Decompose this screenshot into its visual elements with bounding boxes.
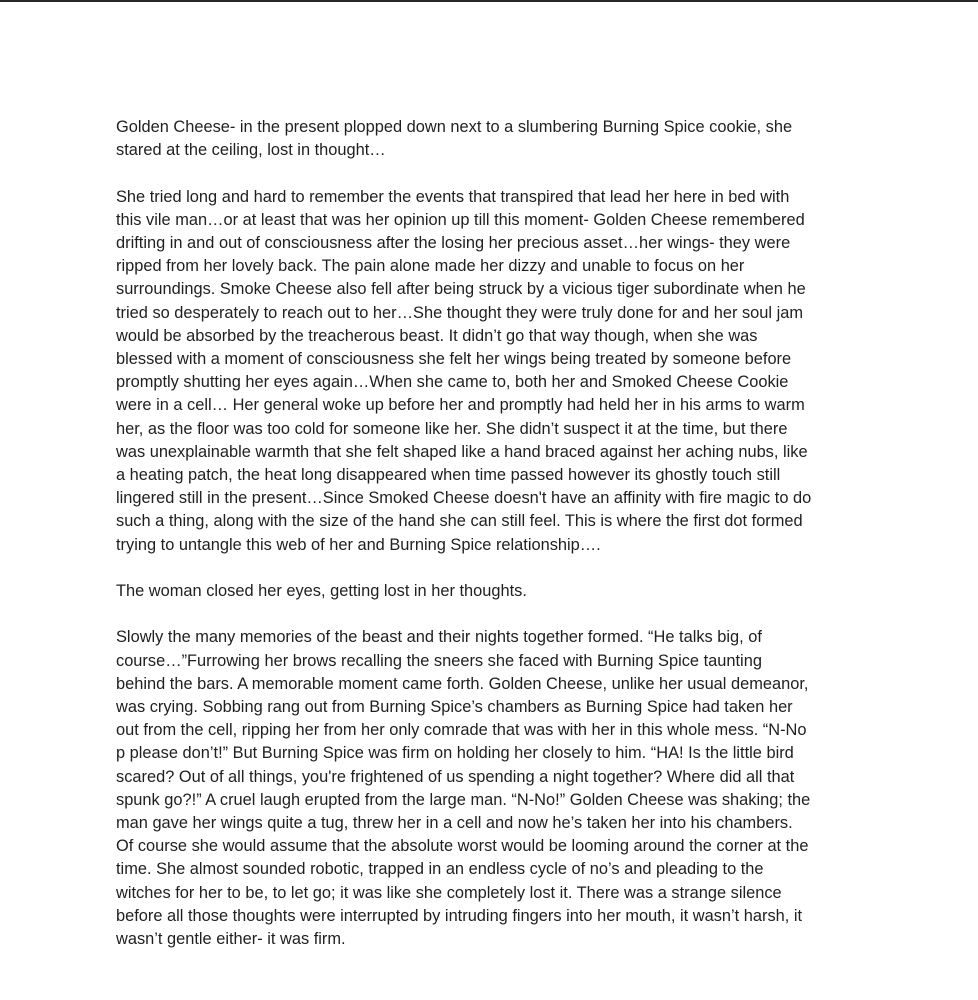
paragraph-3 (116, 580, 876, 603)
text-line: Slowly the many memories of the beast and their nights together formed. “He talks big, of (116, 628, 762, 647)
text-line: tried so desperately to reach out to her…She thought they were truly done for and her soul jam (116, 303, 803, 322)
text-line: blessed with a moment of consciousness she felt her wings being treated by someone before (116, 350, 792, 369)
text-line: trying to untangle this web of her and Burning Spice relationship…. (116, 535, 601, 554)
text-line: p please don’t!” But Burning Spice was firm on holding her closely to him. “HA! Is the little bird (116, 744, 794, 763)
text-line: ripped from her lovely back. The pain alone made her dizzy and unable to focus on her (116, 257, 745, 276)
text-line: scared? Out of all things, you're frightened of us spending a night together? Where did all that (116, 767, 795, 786)
text-line: such a thing, along with the size of the hand she can still feel. This is where the first dot formed (116, 512, 803, 531)
text-line: her, as the floor was too cold for someone like her. She didn’t suspect it at the time, but there (116, 419, 788, 438)
text-line: this vile man…or at least that was her opinion up till this moment- Golden Cheese remembered (116, 210, 805, 229)
paragraph-4 (116, 626, 876, 951)
text-line: wasn’t gentle either- it was firm. (116, 930, 346, 949)
text-line: man gave her wings quite a tug, threw her in a cell and now he’s taken her into his chambers. (116, 814, 793, 833)
text-line: course…”Furrowing her brows recalling the sneers she faced with Burning Spice taunting (116, 651, 762, 670)
text-line: spunk go?!” A cruel laugh erupted from the large man. “N-No!” Golden Cheese was shaking; the (116, 790, 811, 809)
paragraph-2 (116, 186, 876, 557)
text-line: witches for her to be, to let go; it was like she completely lost it. There was a strange silence (116, 883, 782, 902)
text-line: The woman closed her eyes, getting lost in her thoughts. (116, 582, 527, 601)
text-line: She tried long and hard to remember the events that transpired that lead her here in bed with (116, 187, 790, 206)
text-line: out from the cell, ripping her from her only comrade that was with her in this whole mess. “N-No (116, 721, 807, 740)
text-line: were in a cell… Her general woke up before her and promptly had held her in his arms to warm (116, 396, 805, 415)
text-line: was crying. Sobbing rang out from Burning Spice’s chambers as Burning Spice had taken her (116, 698, 793, 717)
text-line: surroundings. Smoke Cheese also fell after being struck by a vicious tiger subordinate when he (116, 280, 806, 299)
text-line: stared at the ceiling, lost in thought… (116, 141, 386, 160)
text-line: before all those thoughts were interrupted by intruding fingers into her mouth, it wasn’t harsh, it (116, 906, 803, 925)
text-line: time. She almost sounded robotic, trapped in an endless cycle of no’s and pleading to the (116, 860, 764, 879)
text-line: promptly shutting her eyes again…When she came to, both her and Smoked Cheese Cookie (116, 373, 789, 392)
top-border (0, 0, 978, 2)
text-line: Of course she would assume that the absolute worst would be looming around the corner at the (116, 837, 809, 856)
text-line: would be absorbed by the treacherous beast. It didn’t go that way though, when she was (116, 326, 758, 345)
document-body (116, 116, 876, 974)
text-line: behind the bars. A memorable moment came forth. Golden Cheese, unlike her usual demeanor, (116, 674, 809, 693)
text-line: a heating patch, the heat long disappeared when time passed however its ghostly touch still (116, 466, 781, 485)
text-line: lingered still in the present…Since Smoked Cheese doesn't have an affinity with fire magic to do (116, 489, 812, 508)
text-line: was unexplainable warmth that she felt shaped like a hand braced against her aching nubs, like (116, 442, 808, 461)
text-line: Golden Cheese- in the present plopped down next to a slumbering Burning Spice cookie, she (116, 118, 793, 136)
paragraph-1 (116, 116, 876, 162)
text-line: drifting in and out of consciousness after the losing her precious asset…her wings- they were (116, 234, 791, 252)
